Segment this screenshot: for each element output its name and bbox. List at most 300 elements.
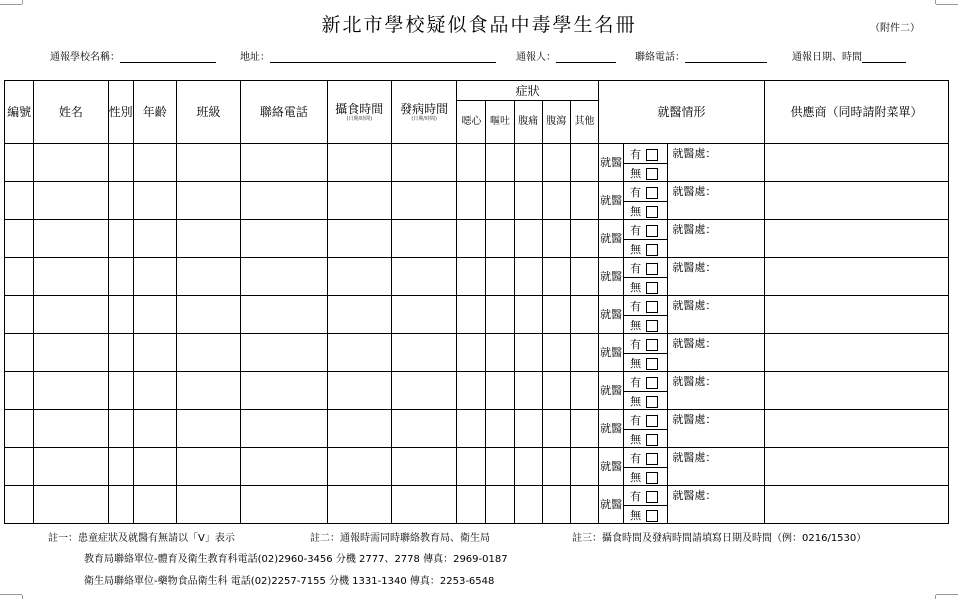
note-3: 註三：攝食時間及發病時間請填寫日期及時間（例：0216/1530） (572, 533, 867, 544)
note-2: 註二：通報時需同時聯絡教育局、衛生局 (310, 533, 490, 544)
medical-no-label: 無 (630, 356, 642, 370)
student-roster-table (4, 80, 949, 524)
cell-sex[interactable] (108, 372, 133, 410)
cell-nausea[interactable] (457, 410, 486, 448)
cell-other-value (571, 372, 598, 376)
cell-age-value (134, 334, 176, 338)
cell-eat-time-value (328, 144, 391, 148)
cell-abdominal-pain[interactable] (514, 334, 542, 372)
medical-yes-label: 有 (630, 185, 642, 199)
cell-eat-time[interactable] (327, 410, 391, 448)
cell-onset-time[interactable] (391, 182, 456, 220)
cell-class-value (177, 220, 240, 224)
medical-place-label: 就醫處： (672, 185, 717, 198)
header-symptom-nausea: 噁心 (457, 101, 486, 144)
cell-vomit-value (486, 448, 513, 452)
cell-other[interactable] (570, 486, 598, 524)
cell-diarrhea[interactable] (542, 144, 570, 182)
medical-place-cell[interactable] (668, 296, 765, 334)
cell-supplier[interactable] (764, 144, 948, 182)
medical-no-checkbox[interactable] (646, 168, 658, 180)
cell-eat-time[interactable] (327, 220, 391, 258)
medical-no-checkbox[interactable] (646, 358, 658, 370)
cell-phone-value (241, 334, 326, 338)
cell-name[interactable] (34, 448, 108, 486)
medical-no-option[interactable] (624, 506, 668, 524)
medical-no-option[interactable] (624, 430, 668, 448)
cell-nausea[interactable] (457, 448, 486, 486)
cell-age[interactable] (133, 486, 176, 524)
medical-place-cell[interactable] (668, 258, 765, 296)
cell-phone[interactable] (241, 182, 327, 220)
cell-name[interactable] (34, 372, 108, 410)
report-datetime-label: 通報日期、時間 (792, 52, 862, 63)
medical-yes-checkbox[interactable] (646, 225, 658, 237)
cell-abdominal-pain[interactable] (514, 410, 542, 448)
medical-yes-option[interactable] (624, 372, 668, 392)
medical-no-option[interactable] (624, 468, 668, 486)
cell-abdominal-pain-value (515, 182, 542, 186)
address-line[interactable] (270, 51, 496, 63)
medical-yes-label: 有 (630, 299, 642, 313)
cell-abdominal-pain[interactable] (514, 296, 542, 334)
cell-onset-time[interactable] (391, 486, 456, 524)
cell-eat-time[interactable] (327, 334, 391, 372)
cell-id[interactable] (5, 182, 34, 220)
cell-name[interactable] (34, 144, 108, 182)
medical-yes-checkbox[interactable] (646, 301, 658, 313)
cell-vomit[interactable] (486, 410, 514, 448)
cell-supplier[interactable] (764, 220, 948, 258)
cell-nausea-value (457, 220, 485, 224)
cell-supplier[interactable] (764, 182, 948, 220)
cell-age[interactable] (133, 410, 176, 448)
medical-no-checkbox[interactable] (646, 206, 658, 218)
cell-sex[interactable] (108, 220, 133, 258)
medical-place-label: 就醫處： (672, 413, 717, 426)
cell-id[interactable] (5, 220, 34, 258)
medical-yes-option[interactable] (624, 258, 668, 278)
cell-vomit[interactable] (486, 182, 514, 220)
cell-phone[interactable] (241, 372, 327, 410)
cell-class[interactable] (176, 182, 240, 220)
school-name-line[interactable] (120, 51, 216, 63)
cell-phone-value (241, 410, 326, 414)
cell-onset-time[interactable] (391, 144, 456, 182)
cell-phone[interactable] (241, 410, 327, 448)
table-row (5, 220, 949, 240)
cell-nausea-value (457, 334, 485, 338)
cell-age[interactable] (133, 372, 176, 410)
medical-yes-label: 有 (630, 489, 642, 503)
cell-age[interactable] (133, 448, 176, 486)
medical-yes-option[interactable] (624, 334, 668, 354)
cell-onset-time[interactable] (391, 448, 456, 486)
cell-class-value (177, 448, 240, 452)
cell-phone[interactable] (241, 486, 327, 524)
cell-class[interactable] (176, 258, 240, 296)
cell-class[interactable] (176, 220, 240, 258)
cell-name[interactable] (34, 410, 108, 448)
medical-no-option[interactable] (624, 202, 668, 220)
medical-yes-label: 有 (630, 261, 642, 275)
header-onset-time (391, 81, 456, 144)
cell-supplier[interactable] (764, 410, 948, 448)
cell-nausea[interactable] (457, 296, 486, 334)
cell-name[interactable] (34, 182, 108, 220)
cell-age[interactable] (133, 296, 176, 334)
cell-eat-time[interactable] (327, 182, 391, 220)
cell-diarrhea-value (543, 258, 570, 262)
cell-id[interactable] (5, 448, 34, 486)
cell-diarrhea[interactable] (542, 448, 570, 486)
address-field[interactable] (240, 48, 496, 63)
education-bureau-contact: 教育局聯絡單位-體育及衛生教育科電話(02)2960-3456 分機 2777、2778 傳真：2969-0187 (84, 554, 508, 565)
medical-place-label: 就醫處： (672, 375, 717, 388)
medical-yes-label: 有 (630, 337, 642, 351)
cell-eat-time[interactable] (327, 144, 391, 182)
cell-age-value (134, 220, 176, 224)
cell-abdominal-pain[interactable] (514, 486, 542, 524)
cell-other-value (571, 144, 598, 148)
cell-supplier[interactable] (764, 486, 948, 524)
cell-name[interactable] (34, 296, 108, 334)
cell-age[interactable] (133, 144, 176, 182)
cell-diarrhea-value (543, 372, 570, 376)
cell-vomit[interactable] (486, 296, 514, 334)
cell-diarrhea-value (543, 410, 570, 414)
medical-yes-option[interactable] (624, 486, 668, 506)
medical-place-cell[interactable] (668, 448, 765, 486)
cell-eat-time-value (328, 296, 391, 300)
medical-no-checkbox[interactable] (646, 434, 658, 446)
reporter-field[interactable] (516, 48, 616, 63)
medical-yes-option[interactable] (624, 448, 668, 468)
cell-nausea[interactable] (457, 334, 486, 372)
medical-no-option[interactable] (624, 278, 668, 296)
cell-onset-time[interactable] (391, 334, 456, 372)
medical-no-label: 無 (630, 470, 642, 484)
cell-other[interactable] (570, 372, 598, 410)
seek-medical-label: 就醫 (599, 258, 624, 296)
medical-yes-checkbox[interactable] (646, 187, 658, 199)
medical-no-checkbox[interactable] (646, 320, 658, 332)
cell-abdominal-pain[interactable] (514, 144, 542, 182)
cell-vomit[interactable] (486, 220, 514, 258)
cell-diarrhea[interactable] (542, 258, 570, 296)
medical-yes-checkbox[interactable] (646, 453, 658, 465)
cell-eat-time[interactable] (327, 296, 391, 334)
address-label: 地址： (240, 52, 270, 63)
cell-abdominal-pain[interactable] (514, 258, 542, 296)
cell-sex[interactable] (108, 334, 133, 372)
cell-nausea[interactable] (457, 144, 486, 182)
cell-onset-time-value (392, 410, 456, 414)
cell-id-value (5, 448, 33, 452)
cell-age[interactable] (133, 220, 176, 258)
cell-nausea[interactable] (457, 220, 486, 258)
cell-diarrhea[interactable] (542, 296, 570, 334)
cell-name[interactable] (34, 334, 108, 372)
cell-other[interactable] (570, 334, 598, 372)
cell-age[interactable] (133, 258, 176, 296)
cell-vomit-value (486, 410, 513, 414)
medical-yes-checkbox[interactable] (646, 263, 658, 275)
medical-yes-checkbox[interactable] (646, 149, 658, 161)
cell-other[interactable] (570, 448, 598, 486)
cell-nausea[interactable] (457, 182, 486, 220)
cell-id[interactable] (5, 410, 34, 448)
medical-no-label: 無 (630, 394, 642, 408)
medical-place-cell[interactable] (668, 486, 765, 524)
cell-abdominal-pain-value (515, 448, 542, 452)
cell-other-value (571, 410, 598, 414)
medical-yes-option[interactable] (624, 410, 668, 430)
cell-phone[interactable] (241, 296, 327, 334)
cell-phone[interactable] (241, 220, 327, 258)
cell-other[interactable] (570, 220, 598, 258)
cell-abdominal-pain[interactable] (514, 182, 542, 220)
cell-id[interactable] (5, 144, 34, 182)
medical-yes-label: 有 (630, 147, 642, 161)
cell-other-value (571, 258, 598, 262)
cell-supplier[interactable] (764, 372, 948, 410)
medical-no-option[interactable] (624, 354, 668, 372)
cell-nausea[interactable] (457, 258, 486, 296)
medical-place-cell[interactable] (668, 182, 765, 220)
cell-supplier[interactable] (764, 334, 948, 372)
medical-no-checkbox[interactable] (646, 396, 658, 408)
cell-vomit[interactable] (486, 258, 514, 296)
medical-yes-option[interactable] (624, 220, 668, 240)
medical-place-cell[interactable] (668, 144, 765, 182)
cell-id[interactable] (5, 258, 34, 296)
cell-sex[interactable] (108, 182, 133, 220)
medical-yes-option[interactable] (624, 144, 668, 164)
cell-sex[interactable] (108, 144, 133, 182)
cell-name-value (34, 144, 107, 148)
medical-no-checkbox[interactable] (646, 472, 658, 484)
cell-supplier[interactable] (764, 448, 948, 486)
table-row (5, 448, 949, 468)
cell-onset-time-value (392, 486, 456, 490)
cell-other-value (571, 182, 598, 186)
cell-nausea-value (457, 258, 485, 262)
cell-class[interactable] (176, 334, 240, 372)
cell-diarrhea-value (543, 220, 570, 224)
cell-class[interactable] (176, 296, 240, 334)
cell-diarrhea[interactable] (542, 486, 570, 524)
medical-no-checkbox[interactable] (646, 244, 658, 256)
cell-sex[interactable] (108, 410, 133, 448)
cell-vomit[interactable] (486, 448, 514, 486)
cell-vomit[interactable] (486, 372, 514, 410)
medical-yes-checkbox[interactable] (646, 491, 658, 503)
cell-id-value (5, 296, 33, 300)
table-row (5, 410, 949, 430)
report-datetime-line[interactable] (862, 51, 906, 63)
cell-other[interactable] (570, 144, 598, 182)
cell-eat-time[interactable] (327, 486, 391, 524)
cell-class-value (177, 486, 240, 490)
cell-diarrhea[interactable] (542, 182, 570, 220)
cell-name[interactable] (34, 486, 108, 524)
cell-vomit[interactable] (486, 334, 514, 372)
crop-mark-top-right-vertical (935, 0, 936, 4)
cell-other[interactable] (570, 258, 598, 296)
medical-no-label: 無 (630, 242, 642, 256)
medical-place-cell[interactable] (668, 220, 765, 258)
cell-eat-time[interactable] (327, 258, 391, 296)
medical-place-cell[interactable] (668, 372, 765, 410)
medical-yes-label: 有 (630, 223, 642, 237)
header-eat-time (327, 81, 391, 144)
school-name-field[interactable] (50, 48, 216, 63)
cell-sex-value (109, 334, 133, 338)
cell-phone[interactable] (241, 448, 327, 486)
cell-class[interactable] (176, 448, 240, 486)
cell-age[interactable] (133, 334, 176, 372)
reporter-label: 通報人： (516, 52, 556, 63)
cell-eat-time-value (328, 448, 391, 452)
medical-no-option[interactable] (624, 316, 668, 334)
cell-abdominal-pain[interactable] (514, 448, 542, 486)
cell-vomit[interactable] (486, 144, 514, 182)
contact-phone-line[interactable] (685, 51, 767, 63)
cell-eat-time[interactable] (327, 372, 391, 410)
medical-place-cell[interactable] (668, 334, 765, 372)
cell-eat-time-value (328, 220, 391, 224)
cell-class[interactable] (176, 486, 240, 524)
cell-onset-time-value (392, 372, 456, 376)
cell-vomit-value (486, 220, 513, 224)
cell-name-value (34, 258, 107, 262)
cell-diarrhea[interactable] (542, 372, 570, 410)
health-bureau-contact: 衛生局聯絡單位-藥物食品衛生科 電話(02)2257-7155 分機 1331-1340 傳真：2253-6548 (84, 576, 495, 587)
medical-place-cell[interactable] (668, 410, 765, 448)
cell-age[interactable] (133, 182, 176, 220)
cell-diarrhea[interactable] (542, 410, 570, 448)
cell-supplier[interactable] (764, 296, 948, 334)
cell-nausea[interactable] (457, 486, 486, 524)
cell-onset-time[interactable] (391, 410, 456, 448)
reporter-line[interactable] (556, 51, 616, 63)
cell-class[interactable] (176, 144, 240, 182)
cell-abdominal-pain-value (515, 372, 542, 376)
medical-yes-checkbox[interactable] (646, 415, 658, 427)
cell-nausea-value (457, 448, 485, 452)
medical-no-option[interactable] (624, 392, 668, 410)
cell-age-value (134, 144, 176, 148)
cell-class[interactable] (176, 372, 240, 410)
seek-medical-label: 就醫 (599, 144, 624, 182)
cell-sex[interactable] (108, 448, 133, 486)
cell-nausea[interactable] (457, 372, 486, 410)
medical-place-label: 就醫處： (672, 299, 717, 312)
cell-onset-time[interactable] (391, 372, 456, 410)
table-row (5, 486, 949, 506)
cell-abdominal-pain-value (515, 258, 542, 262)
medical-yes-checkbox[interactable] (646, 339, 658, 351)
medical-yes-label: 有 (630, 451, 642, 465)
cell-phone-value (241, 296, 326, 300)
document-title: 新北市學校疑似食品中毒學生名冊 (321, 14, 637, 36)
cell-sex-value (109, 448, 133, 452)
cell-other[interactable] (570, 182, 598, 220)
cell-abdominal-pain[interactable] (514, 372, 542, 410)
cell-sex[interactable] (108, 486, 133, 524)
cell-onset-time[interactable] (391, 258, 456, 296)
cell-vomit-value (486, 334, 513, 338)
contact-phone-field[interactable] (635, 48, 767, 63)
cell-abdominal-pain[interactable] (514, 220, 542, 258)
cell-supplier[interactable] (764, 258, 948, 296)
medical-no-checkbox[interactable] (646, 510, 658, 522)
seek-medical-label: 就醫 (599, 372, 624, 410)
medical-place-label: 就醫處： (672, 223, 717, 236)
cell-age-value (134, 258, 176, 262)
table-row (5, 334, 949, 354)
medical-no-option[interactable] (624, 240, 668, 258)
cell-sex[interactable] (108, 296, 133, 334)
header-symptoms: 症狀 (457, 81, 599, 101)
table-row (5, 258, 949, 278)
medical-no-checkbox[interactable] (646, 282, 658, 294)
cell-eat-time[interactable] (327, 448, 391, 486)
cell-phone[interactable] (241, 334, 327, 372)
cell-phone-value (241, 448, 326, 452)
medical-no-option[interactable] (624, 164, 668, 182)
cell-vomit[interactable] (486, 486, 514, 524)
cell-sex-value (109, 258, 133, 262)
cell-diarrhea[interactable] (542, 334, 570, 372)
cell-id[interactable] (5, 334, 34, 372)
cell-eat-time-value (328, 258, 391, 262)
cell-id[interactable] (5, 486, 34, 524)
header-id: 編號 (5, 81, 34, 144)
medical-place-label: 就醫處： (672, 261, 717, 274)
cell-onset-time-value (392, 144, 456, 148)
crop-mark-top-right (936, 0, 958, 5)
header-phone: 聯絡電話 (241, 81, 327, 144)
cell-sex[interactable] (108, 258, 133, 296)
cell-diarrhea[interactable] (542, 220, 570, 258)
medical-yes-option[interactable] (624, 296, 668, 316)
medical-yes-option[interactable] (624, 182, 668, 202)
report-datetime-field[interactable] (792, 48, 906, 63)
cell-id[interactable] (5, 296, 34, 334)
seek-medical-label: 就醫 (599, 448, 624, 486)
cell-onset-time-value (392, 182, 456, 186)
cell-class[interactable] (176, 410, 240, 448)
cell-name[interactable] (34, 258, 108, 296)
cell-id-value (5, 182, 33, 186)
cell-other[interactable] (570, 296, 598, 334)
cell-phone[interactable] (241, 144, 327, 182)
cell-onset-time[interactable] (391, 296, 456, 334)
cell-other[interactable] (570, 410, 598, 448)
medical-yes-label: 有 (630, 375, 642, 389)
medical-yes-checkbox[interactable] (646, 377, 658, 389)
cell-id[interactable] (5, 372, 34, 410)
cell-onset-time[interactable] (391, 220, 456, 258)
cell-age-value (134, 486, 176, 490)
cell-class-value (177, 258, 240, 262)
cell-abdominal-pain-value (515, 296, 542, 300)
header-symptom-diarrhea: 腹瀉 (542, 101, 570, 144)
cell-name[interactable] (34, 220, 108, 258)
cell-phone[interactable] (241, 258, 327, 296)
